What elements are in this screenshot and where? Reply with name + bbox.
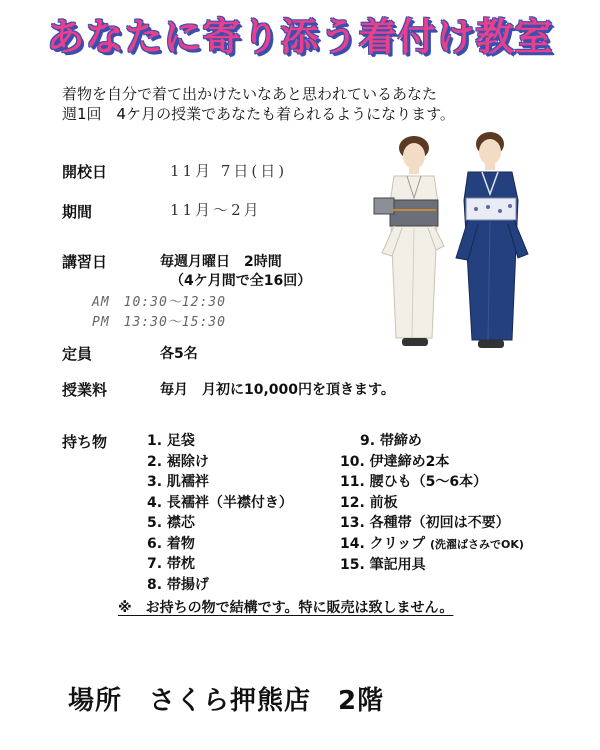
- intro-line-1: 着物を自分で着て出かけたいなあと思われているあなた: [62, 85, 438, 103]
- period-label: 期間: [62, 203, 93, 221]
- capacity-label: 定員: [62, 345, 93, 363]
- kimono-illustration: [372, 128, 540, 358]
- list-item: 10. 伊達締め2本: [340, 453, 450, 470]
- opening-label: 開校日: [62, 163, 108, 181]
- fee-value: 毎月 月初に10,000円を頂きます。: [160, 382, 395, 398]
- schedule-pm: PM 13:30〜15:30: [92, 315, 226, 330]
- intro-text: [62, 84, 455, 124]
- notice-text: ※ お持ちの物で結構です。特に販売は致しません。: [118, 600, 454, 616]
- opening-value: 11月 7日(日): [170, 162, 288, 180]
- period-value: 11月〜2月: [170, 201, 262, 219]
- list-item: 15. 筆記用具: [340, 557, 426, 573]
- navy-kimono-figure: [456, 132, 528, 348]
- list-item: 12. 前板: [340, 494, 398, 511]
- list-item: 11. 腰ひも（5〜6本）: [340, 474, 488, 490]
- list-item-label: 14. クリップ: [340, 535, 426, 552]
- white-kimono-figure: [374, 136, 444, 346]
- schedule-label: 講習日: [62, 253, 108, 271]
- list-item: 7. 帯枕: [147, 556, 195, 572]
- items-list-left: [147, 431, 293, 595]
- clip-note: (洗濯ばさみでOK): [430, 537, 524, 551]
- list-item: 5. 襟芯: [147, 515, 195, 531]
- list-item: 9. 帯締め: [360, 433, 422, 449]
- schedule-line-1: 毎週月曜日 2時間: [160, 254, 282, 270]
- page-title: あなたに寄り添う着付け教室: [46, 15, 554, 59]
- list-item: 6. 着物: [147, 535, 195, 552]
- location-footer: 場所 さくら押熊店 2階: [68, 686, 385, 716]
- list-item: 2. 裾除け: [147, 453, 209, 470]
- schedule-line-2: （4ケ月間で全16回）: [170, 273, 312, 289]
- schedule-am: AM 10:30〜12:30: [92, 295, 226, 310]
- items-label: 持ち物: [62, 433, 108, 451]
- list-item: [340, 534, 524, 556]
- list-item: 1. 足袋: [147, 433, 195, 449]
- intro-line-2: 週1回 4ケ月の授業であなたも着られるようになります。: [62, 105, 455, 123]
- capacity-value: 各5名: [160, 346, 198, 362]
- list-item: 3. 肌襦袢: [147, 474, 209, 490]
- list-item: 13. 各種帯（初回は不要）: [340, 515, 510, 531]
- fee-label: 授業料: [62, 381, 108, 399]
- items-list-right: [340, 431, 524, 576]
- list-item: 8. 帯揚げ: [147, 576, 209, 593]
- list-item: 4. 長襦袢（半襟付き）: [147, 494, 293, 511]
